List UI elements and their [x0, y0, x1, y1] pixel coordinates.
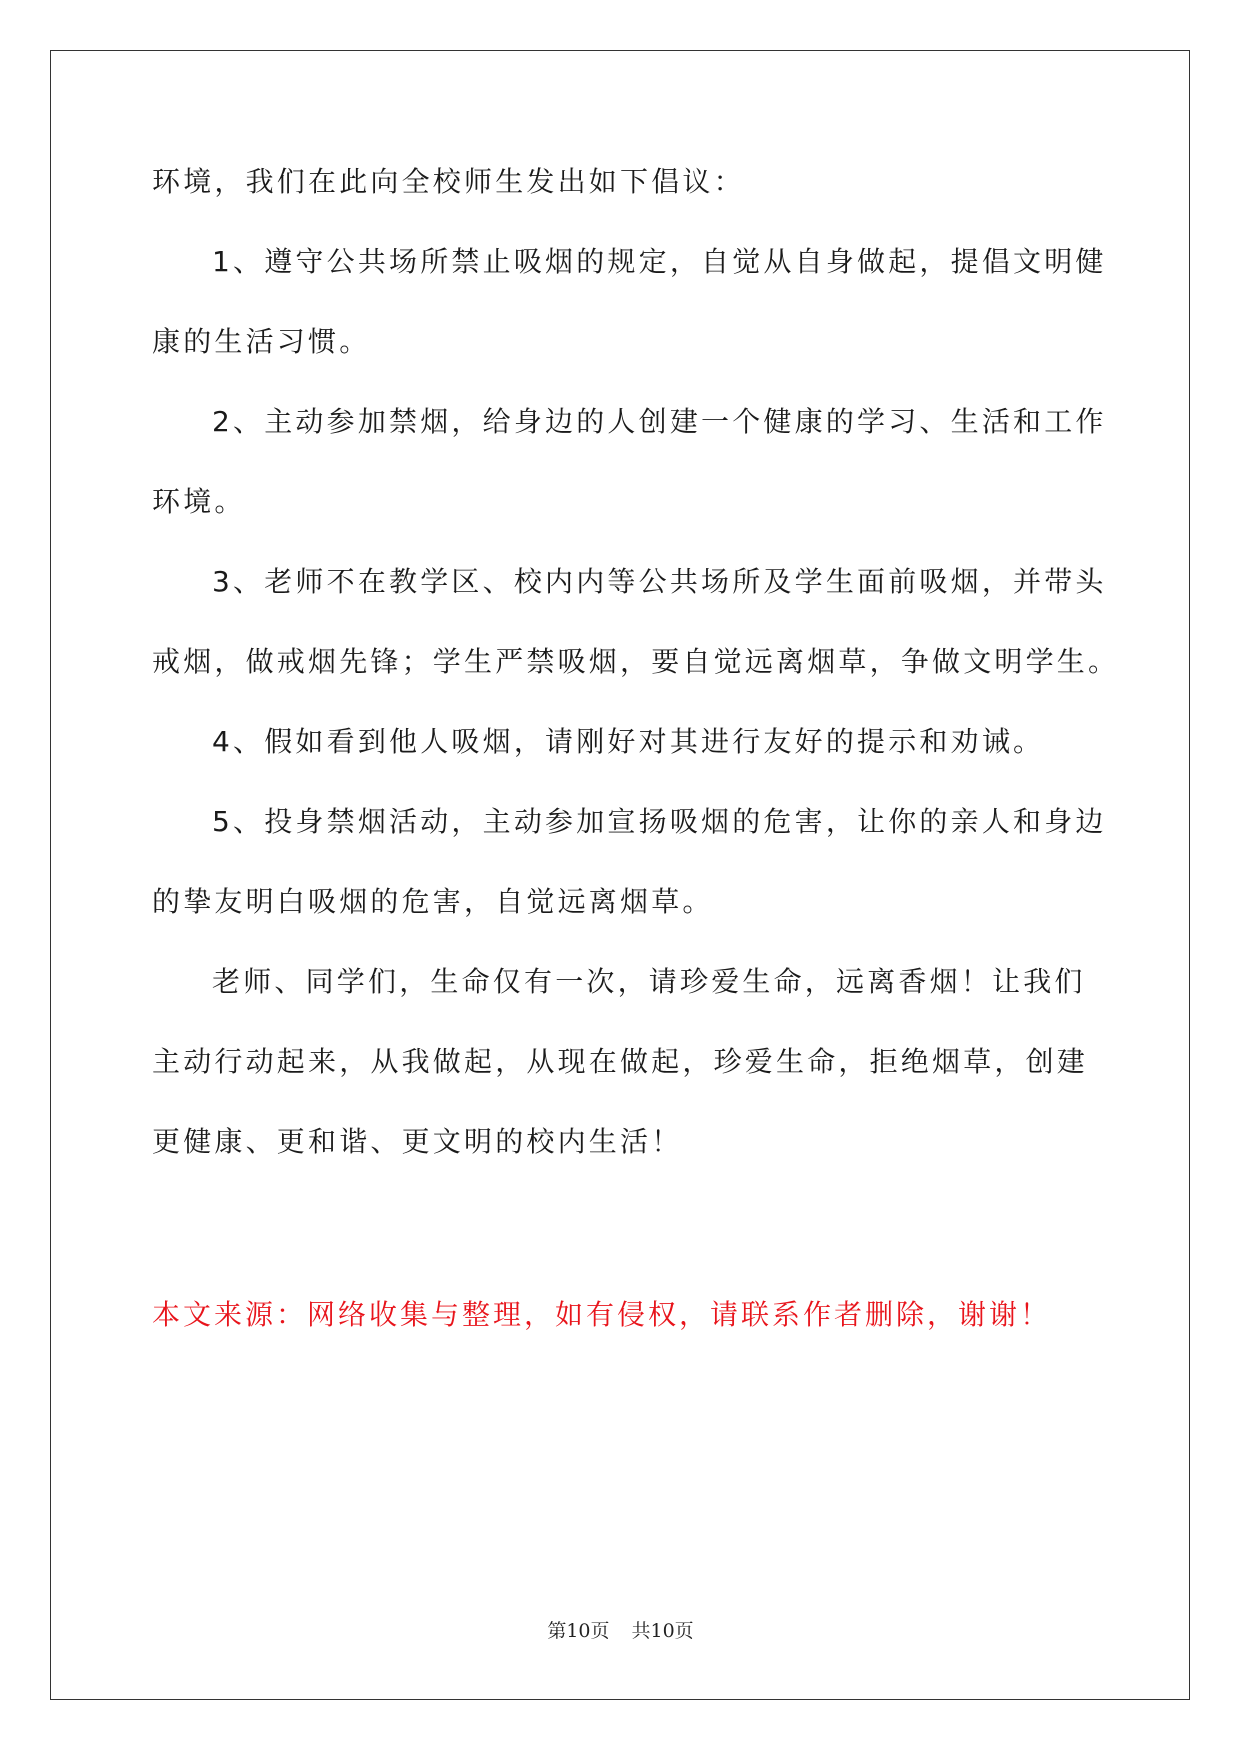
- page-footer: [0, 1616, 1241, 1643]
- body-line-9: 5、投身禁烟活动，主动参加宣扬吸烟的危害，让你的亲人和身边: [212, 805, 1107, 838]
- body-line-3: 康的生活习惯。: [152, 325, 371, 358]
- body-line-6: 3、老师不在教学区、校内内等公共场所及学生面前吸烟，并带头: [212, 565, 1107, 598]
- source-note: 本文来源：网络收集与整理，如有侵权，请联系作者删除，谢谢！: [152, 1298, 1052, 1331]
- current-page-label: 第10页: [547, 1620, 610, 1642]
- body-line-2: 1、遵守公共场所禁止吸烟的规定，自觉从自身做起，提倡文明健: [212, 245, 1107, 278]
- body-line-11: 老师、同学们，生命仅有一次，请珍爱生命，远离香烟！让我们: [212, 965, 1086, 998]
- body-line-10: 的挚友明白吸烟的危害，自觉远离烟草。: [152, 885, 714, 918]
- body-line-1: 环境，我们在此向全校师生发出如下倡议：: [152, 165, 745, 198]
- body-line-13: 更健康、更和谐、更文明的校内生活！: [152, 1125, 683, 1158]
- body-line-7: 戒烟，做戒烟先锋；学生严禁吸烟，要自觉远离烟草，争做文明学生。: [152, 645, 1120, 678]
- body-line-8: 4、假如看到他人吸烟，请刚好对其进行友好的提示和劝诫。: [212, 725, 1045, 758]
- document-body: [152, 162, 1120, 1202]
- body-line-4: 2、主动参加禁烟，给身边的人创建一个健康的学习、生活和工作: [212, 405, 1107, 438]
- body-line-5: 环境。: [152, 485, 246, 518]
- total-pages-label: 共10页: [631, 1620, 694, 1642]
- body-line-12: 主动行动起来，从我做起，从现在做起，珍爱生命，拒绝烟草，创建: [152, 1045, 1089, 1078]
